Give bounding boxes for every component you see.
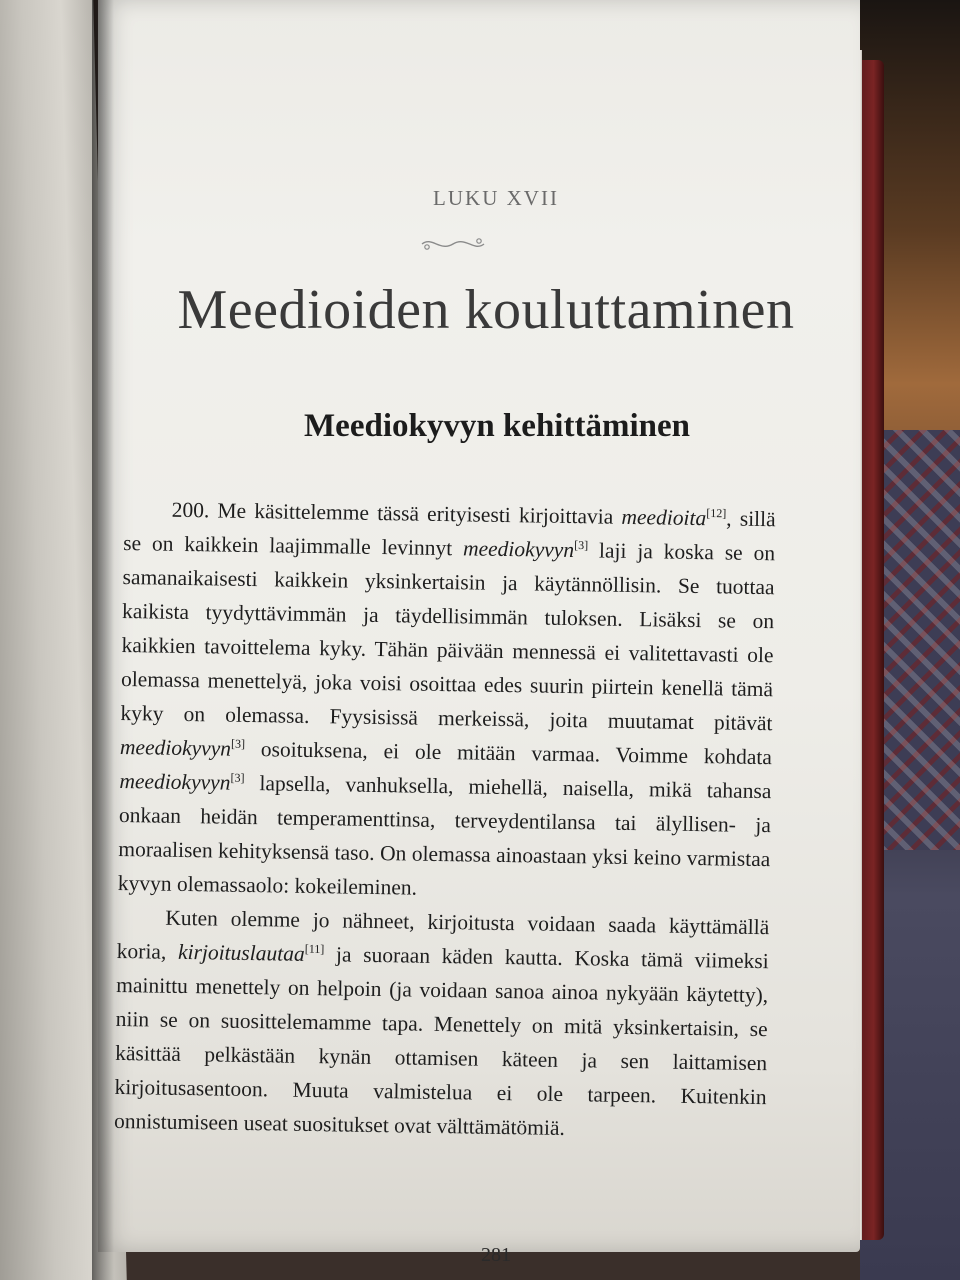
- p1-italic-meediokyvyn-1: meediokyvyn: [462, 536, 575, 563]
- footnote-ref: [12]: [706, 505, 727, 521]
- book-gutter-shadow: [92, 0, 114, 1280]
- p1-italic-meediokyvyn-3: meediokyvyn: [119, 768, 231, 795]
- footnote-ref: [3]: [574, 537, 589, 553]
- footnote-ref: [3]: [230, 770, 245, 785]
- book-page: [98, 0, 860, 1266]
- paragraph-2: [114, 900, 770, 1148]
- p2-text-2: ja suoraan käden kautta. Koska tämä viimeksi mainittu menettely on helpoin (ja voidaan sanoa ainoa nykyään käytetty), niin se on suosittelemamme tapa. Menettely on mitä yksinkertaisin, se käsittää pelkästään kynän ottamisen käteen ja sen laittamisen kirjoitusasentoon. Muuta valmistelua ei ole tarpeen. Kuitenkin onnistumiseen useat suositukset ovat välttämätömiä.: [113, 942, 769, 1141]
- p1-text-2: , sillä se on kaikkein laajimmalle levinnyt: [123, 506, 776, 561]
- section-title: Meediokyvyn kehittäminen: [304, 408, 690, 444]
- p1-text-3: laji ja koska se on samanaikaisesti kaikkein yksinkertaisin ja käytännöllisin. Se tuottaa kaikista tyydyttävimmän ja täydellisimmän tuloksen. Lisäksi se on kaikkien tavoittelema kyky. Tähän päivään mennessä ei valitettavasti ole olemassa menettelyä, joka voisi osoittaa edes suurin piirtein kenellä tämä kyky on olemassa. Fyysisissä merkeissä, joita muutamat pitävät: [120, 538, 776, 736]
- p1-text-5: lapsella, vanhuksella, miehellä, naisella, mikä tahansa onkaan heidän temperamenttinsa, terveydentilansa tai älyllisen- ja moraalisen kehityksensä taso. On olemassa ainoastaan yksi keino varmistaa kyvyn olemassaolo: kokeileminen.: [117, 770, 772, 900]
- p1-text-1: 200. Me käsittelemme tässä erityisesti kirjoittavia: [171, 497, 622, 529]
- flourish-ornament-icon: [418, 234, 488, 254]
- footnote-ref: [3]: [230, 736, 246, 751]
- p1-text-4: osoituksena, ei ole mitään varmaa. Voimme kohdata: [244, 736, 773, 770]
- patterned-fabric: [880, 430, 960, 850]
- p1-italic-meedioita: meedioita: [621, 504, 707, 531]
- chapter-title: Meedioiden kouluttaminen: [177, 279, 795, 341]
- footnote-ref: [11]: [304, 941, 325, 957]
- p2-text-1: Kuten olemme jo nähneet, kirjoitusta voidaan saada käyttämällä koria,: [116, 905, 770, 964]
- chapter-label: LUKU XVII: [433, 186, 559, 210]
- body-text: [114, 492, 776, 1148]
- p1-italic-meediokyvyn-2: meediokyvyn: [119, 734, 232, 761]
- paragraph-1: [118, 492, 776, 910]
- page-number: 281: [481, 1244, 511, 1266]
- p2-italic-kirjoituslautaa: kirjoituslautaa: [177, 939, 305, 966]
